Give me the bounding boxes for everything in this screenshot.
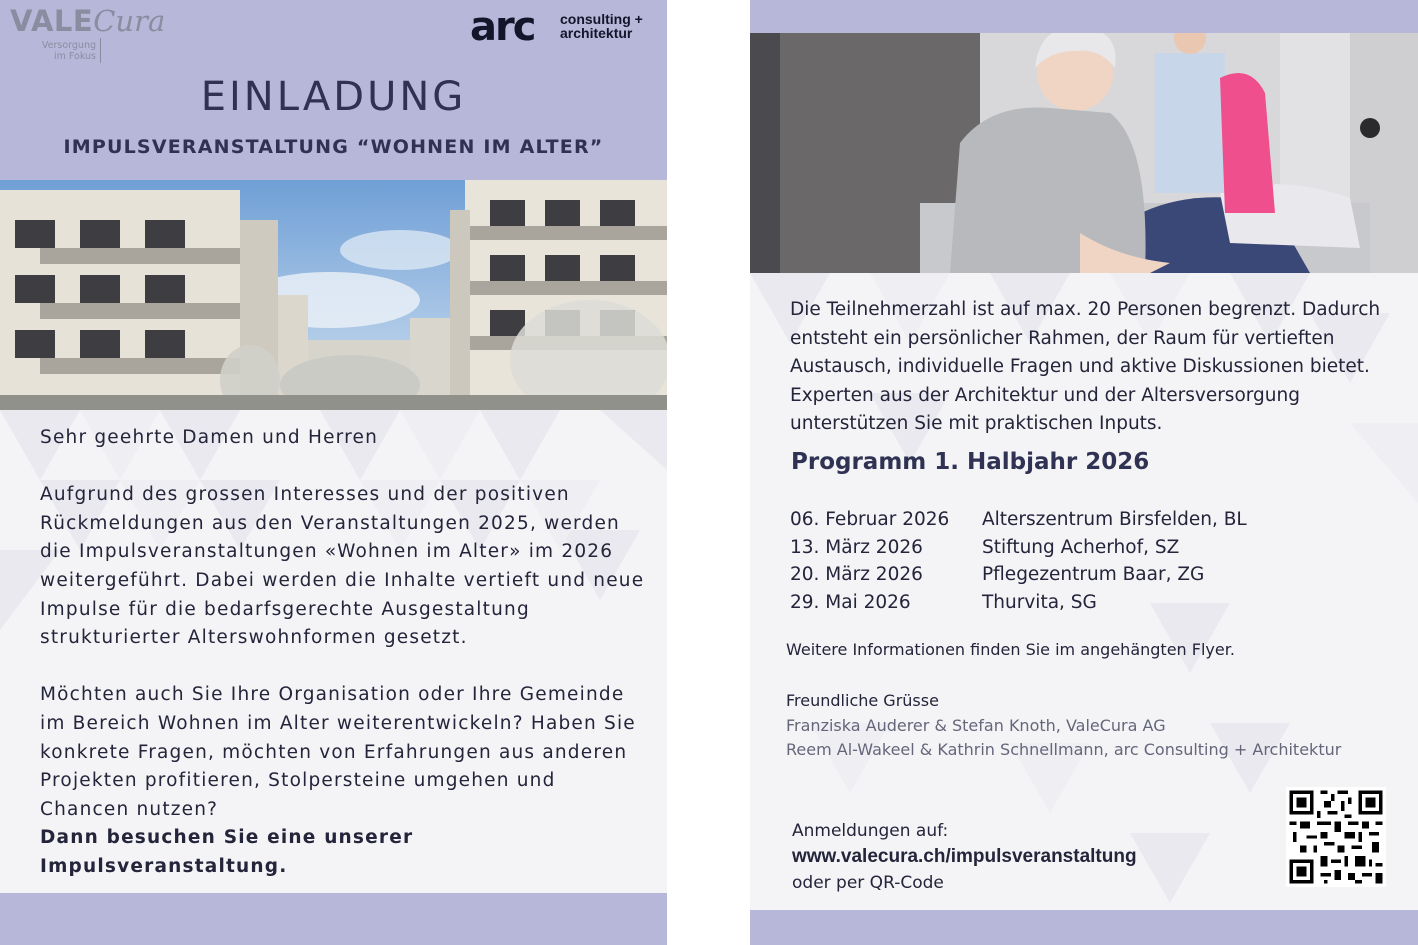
event-location: Thurvita, SG [982, 592, 1097, 614]
signature-arc: Reem Al-Wakeel & Kathrin Schnellmann, arc Consulting + Architektur [786, 740, 1342, 759]
invitation-title: EINLADUNG [200, 74, 467, 120]
arc-logo-mark: arc [470, 4, 535, 50]
valecura-logo-divider [100, 38, 101, 63]
valecura-logo-cura: Cura [93, 4, 166, 38]
program-title: Programm 1. Halbjahr 2026 [791, 449, 1150, 475]
event-location: Alterszentrum Birsfelden, BL [982, 509, 1247, 530]
event-row [790, 534, 1247, 562]
valecura-tagline-2: im Fokus [53, 51, 96, 62]
event-subtitle: IMPULSVERANSTALTUNG “WOHNEN IM ALTER” [63, 136, 604, 158]
invitation-page-front [0, 0, 667, 945]
arc-logo-text-1: consulting + [560, 11, 643, 27]
flyer-info: Weitere Informationen finden Sie im angehängten Flyer. [786, 640, 1235, 659]
registration-label: Anmeldungen auf: [792, 821, 949, 841]
event-date: 20. März 2026 [790, 564, 923, 586]
apartment-buildings-photo [0, 180, 667, 410]
event-location: Stiftung Acherhof, SZ [982, 536, 1180, 558]
greeting: Freundliche Grüsse [786, 691, 939, 710]
event-date: 06. Februar 2026 [790, 509, 950, 530]
registration-qr-hint: oder per QR-Code [792, 873, 944, 893]
call-to-action: Dann besuchen Sie eine unserer Impulsveranstaltung. [40, 827, 414, 877]
registration-info [792, 818, 1137, 896]
event-date: 29. Mai 2026 [790, 592, 911, 614]
event-location: Pflegezentrum Baar, ZG [982, 564, 1205, 586]
event-row [790, 561, 1247, 589]
footer-band [0, 893, 667, 945]
closing-signature [786, 689, 1341, 763]
header-band [0, 0, 667, 180]
valecura-logo-vale: VALE [10, 4, 94, 38]
qr-code[interactable] [1286, 787, 1386, 887]
salutation: Sehr geehrte Damen und Herren [40, 427, 379, 448]
body-paragraph-2: Möchten auch Sie Ihre Organisation oder Ihre Gemeinde im Bereich Wohnen im Alter weiterentwickeln? Haben Sie konkrete Fragen, möchten von Erfahrungen aus anderen Projekten profitieren, Stolpersteine umgehen und Chancen nutzen? [40, 684, 636, 820]
event-intro-text: Die Teilnehmerzahl ist auf max. 20 Personen begrenzt. Dadurch entsteht ein persönlicher Rahmen, der Raum für vertieften Austausch, individuelle Fragen und aktive Diskussionen bietet. Experten aus der Architektur und der Altersversorgung unterstützen Sie mit praktischen Inputs. [790, 299, 1381, 435]
valecura-tagline [38, 40, 96, 62]
arc-logo-text-2: architektur [560, 25, 633, 41]
senior-woman-photo [750, 33, 1418, 273]
registration-link[interactable]: www.valecura.ch/impulsveranstaltung [792, 846, 1137, 867]
header-band [750, 0, 1418, 33]
invitation-page-back [750, 0, 1418, 945]
event-row [790, 589, 1247, 617]
arc-logo-text [560, 12, 643, 40]
body-paragraph-1: Aufgrund des grossen Interesses und der positiven Rückmeldungen aus den Veranstaltungen 2025, werden die Impulsveranstaltungen «Wohnen im Alter» im 2026 weitergeführt. Dabei werden die Inhalte vertieft und neue Impulse für die bedarfsgerechte Ausgestaltung strukturierter Alterswohnformen gesetzt. [40, 484, 645, 649]
valecura-logo [10, 4, 166, 62]
valecura-tagline-1: Versorgung [41, 40, 96, 51]
event-schedule [790, 506, 1247, 617]
signature-valecura: Franziska Auderer & Stefan Knoth, ValeCura AG [786, 715, 1166, 735]
event-date: 13. März 2026 [790, 536, 923, 558]
event-row [790, 506, 1247, 534]
footer-band [750, 910, 1418, 945]
arc-logo [470, 4, 643, 50]
invitation-body [40, 424, 650, 882]
